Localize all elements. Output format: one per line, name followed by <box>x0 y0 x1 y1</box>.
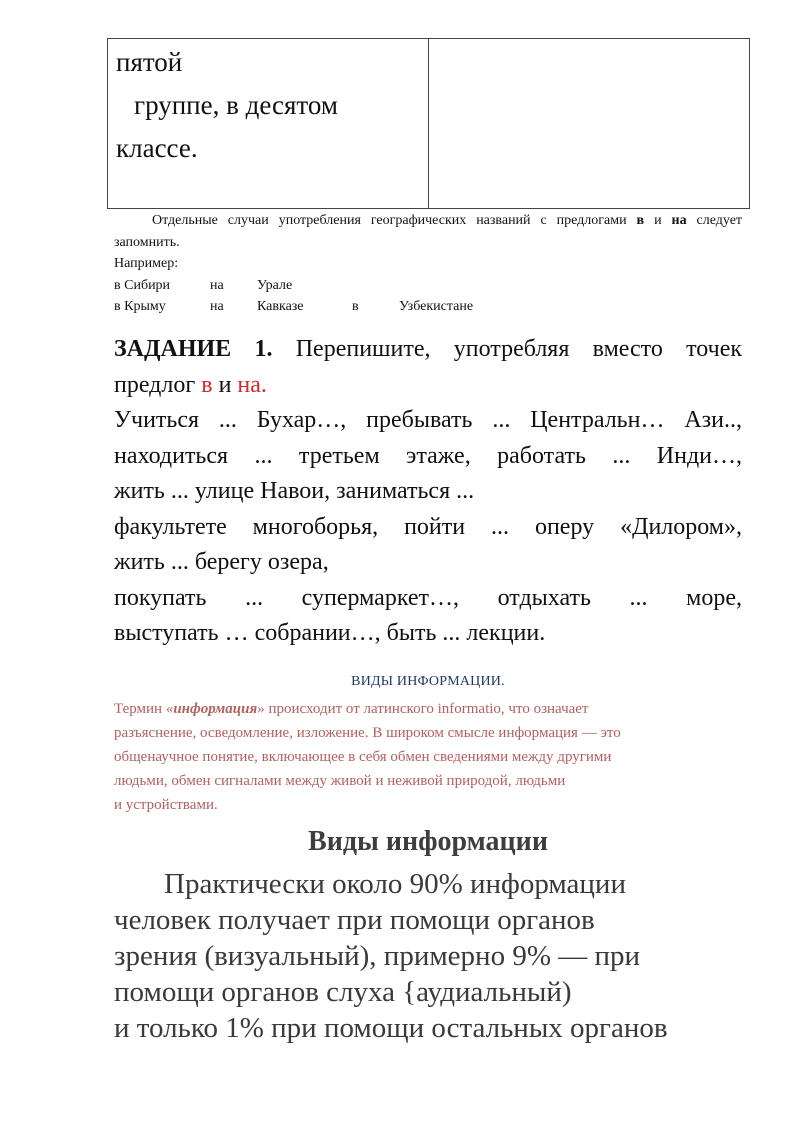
body-line: человек получает при помощи органов <box>114 904 595 936</box>
example-cell: в Крыму <box>114 299 166 314</box>
body-line: и только 1% при помощи остальных органов <box>114 1012 668 1044</box>
exercise-line: Учиться ... Бухар…, пребывать ... Центральн… Ази.., <box>114 407 742 433</box>
exercise-line: покупать ... супермаркет…, отдыхать ... море, <box>114 584 742 611</box>
info-line: разъяснение, осведомление, изложение. В широком смысле информация — это <box>114 725 621 741</box>
body-line: зрения (визуальный), примерно 9% — при <box>114 940 641 972</box>
example-row <box>114 275 742 297</box>
task-block <box>114 332 742 652</box>
example-label: Например: <box>114 256 179 271</box>
note-text: Отдельные случаи употребления географических названий с предлогами <box>152 213 627 228</box>
example-cell: в Сибири <box>114 277 171 293</box>
exercise-line: выступать … собрании…, быть ... лекции. <box>114 620 546 646</box>
body-line: помощи органов слуха {аудиальный) <box>114 976 572 1008</box>
section-heading: Виды информации <box>308 826 548 857</box>
preposition-na: на. <box>237 371 267 398</box>
task-line <box>114 332 742 368</box>
table-cell-left <box>108 39 429 208</box>
exercise-line: жить ... берегу озера, <box>114 549 329 575</box>
info-line: общенаучное понятие, включающее в себя обмен сведениями между другими <box>114 749 612 765</box>
preposition-na: на <box>671 213 687 228</box>
exercise-line: жить ... улице Навои, заниматься ... <box>114 478 475 504</box>
info-title: ВИДЫ ИНФОРМАЦИИ. <box>351 674 505 689</box>
table-line: группе, в десятом <box>134 90 338 120</box>
top-table <box>107 38 750 209</box>
table-cell-right <box>429 39 749 208</box>
body-line: Практически около 90% информации <box>164 868 626 900</box>
conjunction: и <box>654 213 662 228</box>
table-line: пятой <box>116 47 183 77</box>
example-cell: в <box>352 299 359 314</box>
table-line: классе. <box>116 133 198 163</box>
term-word: информация <box>173 701 258 717</box>
info-line <box>114 697 742 721</box>
conjunction: и <box>218 371 232 398</box>
example-cell: на <box>210 277 224 293</box>
note-text-end: следует запомнить. <box>114 213 743 250</box>
note-paragraph <box>114 210 742 253</box>
example-cell: Урале <box>257 277 293 293</box>
grammar-note <box>114 210 742 318</box>
info-text: Термин « <box>114 701 174 717</box>
section-body <box>114 866 754 1046</box>
task-instruction: предлог <box>114 371 196 398</box>
example-cell: Кавказе <box>257 299 304 314</box>
info-line: и устройствами. <box>114 797 218 813</box>
info-text: » происходит от латинского informatio, что означает <box>257 701 589 717</box>
task-instruction: Перепишите, употребляя вместо точек <box>295 336 743 362</box>
example-row <box>114 296 742 318</box>
example-cell: Узбекистане <box>399 299 474 314</box>
info-paragraph <box>114 697 742 817</box>
preposition-v: в <box>636 213 645 228</box>
exercise-line: факультете многоборья, пойти ... оперу «Дилором», <box>114 513 742 540</box>
task-heading: ЗАДАНИЕ 1. <box>114 336 273 362</box>
exercise-line: находиться ... третьем этаже, работать ... Инди…, <box>114 442 742 469</box>
example-cell: на <box>210 299 224 314</box>
task-line <box>114 368 742 404</box>
info-line: людьми, обмен сигналами между живой и неживой природой, людьми <box>114 773 566 789</box>
preposition-v: в <box>201 371 213 398</box>
